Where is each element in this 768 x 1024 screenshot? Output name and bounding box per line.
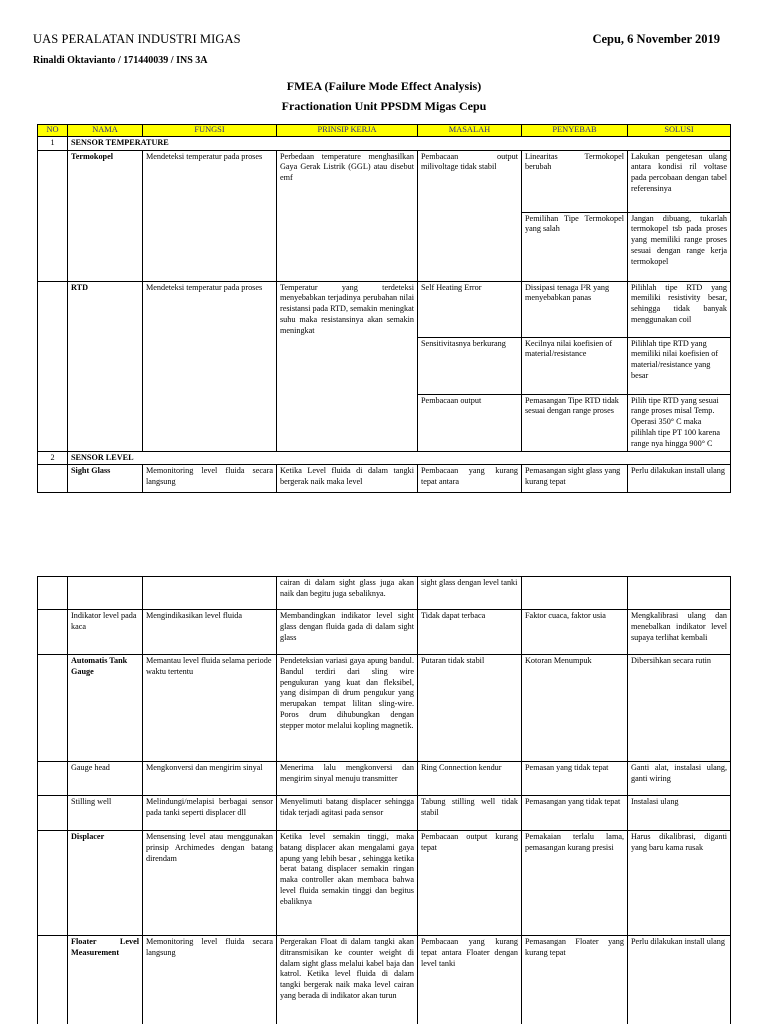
col-no: NO: [38, 125, 68, 137]
item-masalah: Ring Connection kendur: [418, 762, 522, 796]
course-title: UAS PERALATAN INDUSTRI MIGAS: [33, 32, 241, 46]
item-prinsip: Pergerakan Float di dalam tangki akan ditransmisikan ke counter weight di dalam sight glass melalui kabel baja dan katrol. Ketika level fluida di dalam tangki bergerak naik maka level cairan yang berada di indikator akan turun: [277, 936, 418, 1024]
item-prinsip: Ketika Level fluida di dalam tangki bergerak naik maka level: [277, 465, 418, 493]
item-fungsi: Melindungi/melapisi berbagai sensor pada tanki seperti displacer dll: [143, 796, 277, 831]
item-prinsip: cairan di dalam sight glass juga akan naik dan begitu juga sebaliknya.: [277, 577, 418, 610]
item-solusi: Lakukan pengetesan ulang antara kondisi ril voltase pada percobaan dengan tabel referensinya: [628, 150, 731, 212]
table-row: [38, 610, 731, 655]
item-solusi: Perlu dilakukan install ulang: [628, 465, 731, 493]
item-masalah: Pembacaan output: [418, 394, 522, 451]
item-fungsi: Memantau level fluida selama periode waktu tertentu: [143, 655, 277, 762]
document-page-2: [0, 576, 768, 1024]
item-fungsi: Mensensing level atau menggunakan prinsip Archimedes dengan batang direndam: [143, 831, 277, 936]
item-fungsi: Mendeteksi temperatur pada proses: [143, 281, 277, 451]
item-masalah: Pembacaan yang kurang tepat antara Floater dengan level tanki: [418, 936, 522, 1024]
col-prinsip-kerja: PRINSIP KERJA: [277, 125, 418, 137]
item-name: Automatis Tank Gauge: [68, 655, 143, 762]
section-row: [38, 451, 731, 465]
item-masalah: Self Heating Error: [418, 281, 522, 337]
item-name: Floater Level Measurement: [68, 936, 143, 1024]
table-row: [38, 936, 731, 1024]
item-penyebab: Pemasangan Floater yang kurang tepat: [522, 936, 628, 1024]
item-penyebab: Pemasan yang tidak tepat: [522, 762, 628, 796]
item-fungsi: Mengkonversi dan mengirim sinyal: [143, 762, 277, 796]
item-prinsip: Temperatur yang terdeteksi menyebabkan terjadinya perubahan nilai resistansi pada RTD, semakin meningkat suhu maka resistansinya akan semakin meningkat: [277, 281, 418, 451]
section-title: SENSOR TEMPERATURE: [68, 136, 731, 150]
item-solusi: Jangan dibuang, tukarlah termokopel tsb pada proses yang memiliki range proses sesuai dengan range kerja termokopel: [628, 212, 731, 281]
item-name: Stilling well: [68, 796, 143, 831]
item-penyebab: Faktor cuaca, faktor usia: [522, 610, 628, 655]
item-penyebab: Pemasangan sight glass yang kurang tepat: [522, 465, 628, 493]
document-subtitle: Fractionation Unit PPSDM Migas Cepu: [281, 99, 487, 113]
col-penyebab: PENYEBAB: [522, 125, 628, 137]
item-name: Displacer: [68, 831, 143, 936]
item-masalah: Pembacaan output milivoltage tidak stabil: [418, 150, 522, 281]
item-penyebab: Linearitas Termokopel berubah: [522, 150, 628, 212]
item-masalah: Putaran tidak stabil: [418, 655, 522, 762]
item-prinsip: Pendeteksian variasi gaya apung bandul. Bandul terdiri dari sling wire pengukuran yang kuat dan fleksibel, yang disimpan di drum pengukur yang merupakan tempat lilitan sling-wire. Poros drum dihubungkan dengan stepper motor melalui kopling magnetik.: [277, 655, 418, 762]
item-masalah: Pembacaan output kurang tepat: [418, 831, 522, 936]
item-fungsi: Mengindikasikan level fluida: [143, 610, 277, 655]
item-masalah: Tidak dapat terbaca: [418, 610, 522, 655]
item-solusi: Dibersihkan secara rutin: [628, 655, 731, 762]
section-row: [38, 136, 731, 150]
item-prinsip: Perbedaan temperature menghasilkan Gaya Gerak Listrik (GGL) atau disebut emf: [277, 150, 418, 281]
date-location: Cepu, 6 November 2019: [592, 32, 720, 46]
item-penyebab: Kecilnya nilai koefisien of material/resistance: [522, 337, 628, 394]
section-title: SENSOR LEVEL: [68, 451, 731, 465]
item-solusi: Ganti alat, instalasi ulang, ganti wiring: [628, 762, 731, 796]
table-row: [38, 655, 731, 762]
item-penyebab: Dissipasi tenaga I²R yang menyebabkan panas: [522, 281, 628, 337]
fmea-table-page-2: [37, 576, 731, 1024]
item-solusi: Pilihlah tipe RTD yang memiliki resistivity besar, sehingga tidak banyak menggunakan coil: [628, 281, 731, 337]
section-number: 2: [38, 451, 68, 465]
document-title: FMEA (Failure Mode Effect Analysis): [286, 79, 482, 93]
table-row: [38, 762, 731, 796]
item-masalah: Sensitivitasnya berkurang: [418, 337, 522, 394]
item-prinsip: Ketika level semakin tinggi, maka batang displacer akan mengalami gaya apung yang lebih besar , sehingga ketika berat batang displacer semakin ringan maka controller akan membaca bahwa level fluida semakin tinggi dan begitus ebaliknya: [277, 831, 418, 936]
col-nama: NAMA: [68, 125, 143, 137]
item-solusi: Pilih tipe RTD yang sesuai range proses misal Temp. Operasi 350° C maka pilihlah tipe PT 100 karena range nya hingga 900° C: [628, 394, 731, 451]
table-header-row: [38, 125, 731, 137]
item-penyebab: Pemasangan yang tidak tepat: [522, 796, 628, 831]
author-line: Rinaldi Oktavianto / 171440039 / INS 3A: [33, 55, 208, 66]
item-fungsi: Mendeteksi temperatur pada proses: [143, 150, 277, 281]
item-name: RTD: [68, 281, 143, 451]
table-row: [38, 281, 731, 337]
item-penyebab: Kotoran Menumpuk: [522, 655, 628, 762]
item-solusi: Harus dikalibrasi, diganti yang baru kama rusak: [628, 831, 731, 936]
page-gap: [0, 520, 768, 576]
table-row: [38, 796, 731, 831]
item-prinsip: Membandingkan indikator level sight glass dengan fluida gada di dalam sight glass: [277, 610, 418, 655]
item-name: Gauge head: [68, 762, 143, 796]
item-penyebab: Pemakaian terlalu lama, pemasangan kurang presisi: [522, 831, 628, 936]
item-solusi: Pilihlah tipe RTD yang memiliki nilai koefisien of material/resistance yang besar: [628, 337, 731, 394]
item-masalah: sight glass dengan level tanki: [418, 577, 522, 610]
item-solusi: Mengkalibrasi ulang dan menebalkan indikator level supaya terlihat kembali: [628, 610, 731, 655]
col-solusi: SOLUSI: [628, 125, 731, 137]
item-fungsi: Memonitoring level fluida secara langsung: [143, 936, 277, 1024]
item-penyebab: Pemilihan Tipe Termokopel yang salah: [522, 212, 628, 281]
item-solusi: Perlu dilakukan install ulang: [628, 936, 731, 1024]
section-number: 1: [38, 136, 68, 150]
fmea-table-page-1: [37, 124, 731, 493]
table-row: [38, 577, 731, 610]
item-prinsip: Menyelimuti batang displacer sehingga tidak terjadi agitasi pada sensor: [277, 796, 418, 831]
item-penyebab: Pemasangan Tipe RTD tidak sesuai dengan range proses: [522, 394, 628, 451]
item-fungsi: Memonitoring level fluida secara langsung: [143, 465, 277, 493]
item-name: Termokopel: [68, 150, 143, 281]
item-masalah: Pembacaan yang kurang tepat antara: [418, 465, 522, 493]
col-fungsi: FUNGSI: [143, 125, 277, 137]
item-solusi: Instalasi ulang: [628, 796, 731, 831]
table-row: [38, 465, 731, 493]
table-row: [38, 831, 731, 936]
table-row: [38, 150, 731, 212]
item-name: Indikator level pada kaca: [68, 610, 143, 655]
item-name: Sight Glass: [68, 465, 143, 493]
col-masalah: MASALAH: [418, 125, 522, 137]
item-prinsip: Menerima lalu mengkonversi dan mengirim sinyal menuju transmitter: [277, 762, 418, 796]
item-masalah: Tabung stilling well tidak stabil: [418, 796, 522, 831]
